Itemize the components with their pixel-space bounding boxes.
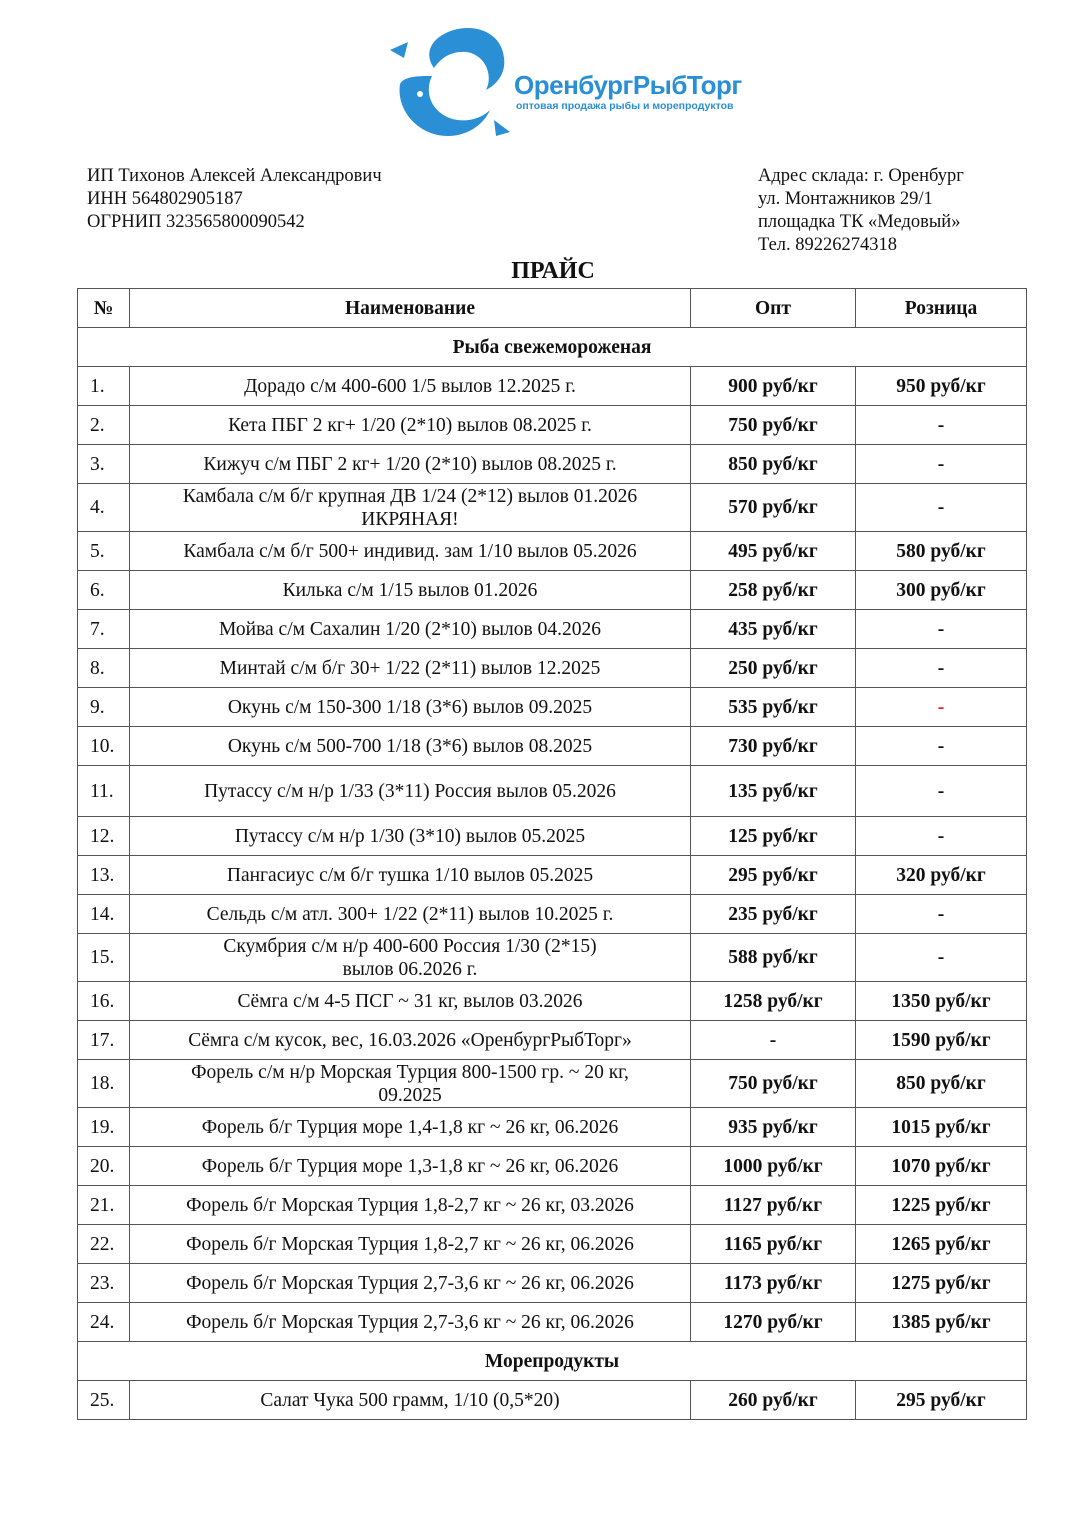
seller-inn: ИНН 564802905187 [87,189,243,209]
row-wholesale-price: 588 руб/кг [691,934,856,982]
row-wholesale-price: 1173 руб/кг [691,1264,856,1303]
row-wholesale-price: 135 руб/кг [691,766,856,817]
row-name [130,1108,691,1147]
row-wholesale-price: 850 руб/кг [691,445,856,484]
table-row [78,934,1027,982]
row-number: 13. [78,856,130,895]
table-row [78,445,1027,484]
row-name [130,571,691,610]
row-number: 20. [78,1147,130,1186]
row-wholesale-price: 535 руб/кг [691,688,856,727]
row-wholesale-price: 295 руб/кг [691,856,856,895]
warehouse-city: Адрес склада: г. Оренбург [758,166,964,186]
row-wholesale-price: 435 руб/кг [691,610,856,649]
row-name-line: Скумбрия с/м н/р 400-600 Россия 1/30 (2*15) [223,935,597,957]
row-retail-price: - [856,727,1027,766]
table-row [78,610,1027,649]
section-seafood: Морепродукты [78,1342,1027,1381]
row-number: 22. [78,1225,130,1264]
row-name-line: Окунь с/м 150-300 1/18 (3*6) вылов 09.2025 [227,696,593,718]
row-number: 6. [78,571,130,610]
header-name: Наименование [130,289,691,328]
row-number: 9. [78,688,130,727]
row-retail-price: 295 руб/кг [856,1381,1027,1420]
row-wholesale-price: 1165 руб/кг [691,1225,856,1264]
row-name-line: Сёмга с/м кусок, вес, 16.03.2026 «ОренбургРыбТорг» [188,1029,632,1051]
warehouse-street: ул. Монтажников 29/1 [758,189,933,209]
section-row [78,1342,1027,1381]
row-wholesale-price: 495 руб/кг [691,532,856,571]
row-name [130,895,691,934]
table-row [78,817,1027,856]
row-retail-price: - [856,610,1027,649]
table-row [78,856,1027,895]
row-number: 5. [78,532,130,571]
row-number: 2. [78,406,130,445]
table-row [78,649,1027,688]
row-number: 12. [78,817,130,856]
row-name [130,817,691,856]
price-table [77,288,1027,1420]
row-name-line: Салат Чука 500 грамм, 1/10 (0,5*20) [260,1389,560,1411]
row-retail-price: - [856,649,1027,688]
row-retail-price: 1225 руб/кг [856,1186,1027,1225]
table-row [78,1381,1027,1420]
row-wholesale-price: 1258 руб/кг [691,982,856,1021]
row-name [130,445,691,484]
row-retail-price: 1350 руб/кг [856,982,1027,1021]
row-name-line: 09.2025 [378,1084,442,1106]
row-retail-price: - [856,445,1027,484]
row-number: 8. [78,649,130,688]
row-wholesale-price: 730 руб/кг [691,727,856,766]
header-wholesale: Опт [691,289,856,328]
table-row [78,1060,1027,1108]
table-row [78,571,1027,610]
table-row [78,766,1027,817]
row-name [130,406,691,445]
row-retail-price: 950 руб/кг [856,367,1027,406]
row-wholesale-price: 750 руб/кг [691,1060,856,1108]
row-name [130,610,691,649]
row-wholesale-price: 258 руб/кг [691,571,856,610]
row-wholesale-price: 235 руб/кг [691,895,856,934]
row-retail-price: 300 руб/кг [856,571,1027,610]
fish-tail-icon [390,42,408,58]
row-retail-price: - [856,934,1027,982]
section-row [78,328,1027,367]
row-name-line: Камбала с/м б/г 500+ индивид. зам 1/10 вылов 05.2026 [183,540,637,562]
fish-top-icon [429,28,504,90]
table-row [78,1186,1027,1225]
row-number: 16. [78,982,130,1021]
table-row [78,1108,1027,1147]
brand-tagline: оптовая продажа рыбы и морепродуктов [516,100,734,112]
row-name-line: Форель б/г Морская Турция 1,8-2,7 кг ~ 26 кг, 03.2026 [186,1194,634,1216]
row-name-line: Форель б/г Морская Турция 1,8-2,7 кг ~ 26 кг, 06.2026 [186,1233,634,1255]
row-wholesale-price: 750 руб/кг [691,406,856,445]
row-name [130,532,691,571]
row-wholesale-price: 1270 руб/кг [691,1303,856,1342]
row-wholesale-price: 125 руб/кг [691,817,856,856]
row-wholesale-price: 900 руб/кг [691,367,856,406]
row-name-line: Килька с/м 1/15 вылов 01.2026 [282,579,538,601]
warehouse-site: площадка ТК «Медовый» [758,212,961,232]
row-retail-price: 1590 руб/кг [856,1021,1027,1060]
page-title: ПРАЙС [511,258,595,284]
table-row [78,895,1027,934]
row-retail-price: - [856,895,1027,934]
row-name-line: Сёмга с/м 4-5 ПСГ ~ 31 кг, вылов 03.2026 [237,990,583,1012]
row-name [130,934,691,982]
row-name [130,1264,691,1303]
row-name-line: Путассу с/м н/р 1/30 (3*10) вылов 05.2025 [234,825,586,847]
warehouse-phone: Тел. 89226274318 [758,235,898,255]
row-name [130,1303,691,1342]
section-fish: Рыба свежемороженая [78,328,1027,367]
row-name-line: Минтай с/м б/г 30+ 1/22 (2*11) вылов 12.2025 [219,657,601,679]
row-number: 19. [78,1108,130,1147]
row-retail-price: 1385 руб/кг [856,1303,1027,1342]
row-number: 7. [78,610,130,649]
row-retail-price: 850 руб/кг [856,1060,1027,1108]
brand-name: ОренбургРыбТорг [514,70,742,100]
row-retail-price: 1015 руб/кг [856,1108,1027,1147]
row-wholesale-price: 935 руб/кг [691,1108,856,1147]
row-wholesale-price: - [691,1021,856,1060]
row-name [130,982,691,1021]
table-row [78,1147,1027,1186]
row-wholesale-price: 570 руб/кг [691,484,856,532]
row-name-line: Камбала с/м б/г крупная ДВ 1/24 (2*12) вылов 01.2026 [182,485,638,507]
header-retail: Розница [856,289,1027,328]
row-wholesale-price: 260 руб/кг [691,1381,856,1420]
row-name [130,727,691,766]
row-name-line: Окунь с/м 500-700 1/18 (3*6) вылов 08.2025 [227,735,593,757]
table-row [78,1264,1027,1303]
row-number: 21. [78,1186,130,1225]
row-number: 10. [78,727,130,766]
row-name-line: Пангасиус с/м б/г тушка 1/10 вылов 05.2025 [226,864,594,886]
table-row [78,406,1027,445]
row-number: 11. [78,766,130,817]
table-header-row [78,289,1027,328]
table-row [78,1303,1027,1342]
row-number: 24. [78,1303,130,1342]
row-wholesale-price: 1000 руб/кг [691,1147,856,1186]
row-number: 1. [78,367,130,406]
row-name-line: Мойва с/м Сахалин 1/20 (2*10) вылов 04.2026 [219,618,601,640]
row-number: 3. [78,445,130,484]
row-name-line: Форель б/г Морская Турция 2,7-3,6 кг ~ 26 кг, 06.2026 [186,1311,634,1333]
row-retail-price: 1265 руб/кг [856,1225,1027,1264]
row-number: 17. [78,1021,130,1060]
table-row [78,727,1027,766]
row-name [130,766,691,817]
table-row [78,982,1027,1021]
row-wholesale-price: 250 руб/кг [691,649,856,688]
row-retail-price: 1070 руб/кг [856,1147,1027,1186]
fish-tail2-icon [494,120,510,136]
seller-name: ИП Тихонов Алексей Александрович [87,166,382,186]
table-row [78,484,1027,532]
row-name [130,649,691,688]
row-retail-price: - [856,766,1027,817]
header-number: № [78,289,130,328]
seller-info [87,165,382,234]
row-name [130,688,691,727]
row-name [130,1381,691,1420]
table-row [78,1225,1027,1264]
seller-ogrnip: ОГРНИП 323565800090542 [87,212,305,232]
row-name [130,1147,691,1186]
row-retail-price: 1275 руб/кг [856,1264,1027,1303]
table-row [78,367,1027,406]
row-name-line: Кижуч с/м ПБГ 2 кг+ 1/20 (2*10) вылов 08.2025 г. [203,453,617,475]
row-retail-price: - [856,817,1027,856]
row-name-line: Путассу с/м н/р 1/33 (3*11) Россия вылов 05.2026 [204,780,616,802]
fish-bottom-icon [400,76,490,136]
row-retail-price: - [856,484,1027,532]
row-number: 25. [78,1381,130,1420]
row-number: 14. [78,895,130,934]
row-name [130,367,691,406]
row-name [130,1060,691,1108]
warehouse-info [758,165,964,257]
row-retail-price: 580 руб/кг [856,532,1027,571]
row-retail-price: 320 руб/кг [856,856,1027,895]
row-name [130,1225,691,1264]
table-row [78,688,1027,727]
row-name [130,1186,691,1225]
table-row [78,1021,1027,1060]
row-name-line: вылов 06.2026 г. [342,958,478,980]
row-name-line: Дорадо с/м 400-600 1/5 вылов 12.2025 г. [244,375,576,397]
row-name-line: Форель б/г Морская Турция 2,7-3,6 кг ~ 26 кг, 06.2026 [186,1272,634,1294]
row-number: 23. [78,1264,130,1303]
row-name [130,484,691,532]
row-retail-price: - [856,406,1027,445]
row-name-line: Форель б/г Турция море 1,3-1,8 кг ~ 26 кг, 06.2026 [201,1155,619,1177]
row-number: 18. [78,1060,130,1108]
row-name-line: ИКРЯНАЯ! [361,508,459,530]
row-number: 15. [78,934,130,982]
table-row [78,532,1027,571]
row-name-line: Форель б/г Турция море 1,4-1,8 кг ~ 26 кг, 06.2026 [201,1116,619,1138]
row-name [130,1021,691,1060]
row-number: 4. [78,484,130,532]
row-wholesale-price: 1127 руб/кг [691,1186,856,1225]
row-name-line: Сельдь с/м атл. 300+ 1/22 (2*11) вылов 10.2025 г. [206,903,614,925]
row-name [130,856,691,895]
row-name-line: Форель с/м н/р Морская Турция 800-1500 гр. ~ 20 кг, [191,1061,629,1083]
row-name-line: Кета ПБГ 2 кг+ 1/20 (2*10) вылов 08.2025 г. [228,414,592,436]
row-retail-price: - [856,688,1027,727]
